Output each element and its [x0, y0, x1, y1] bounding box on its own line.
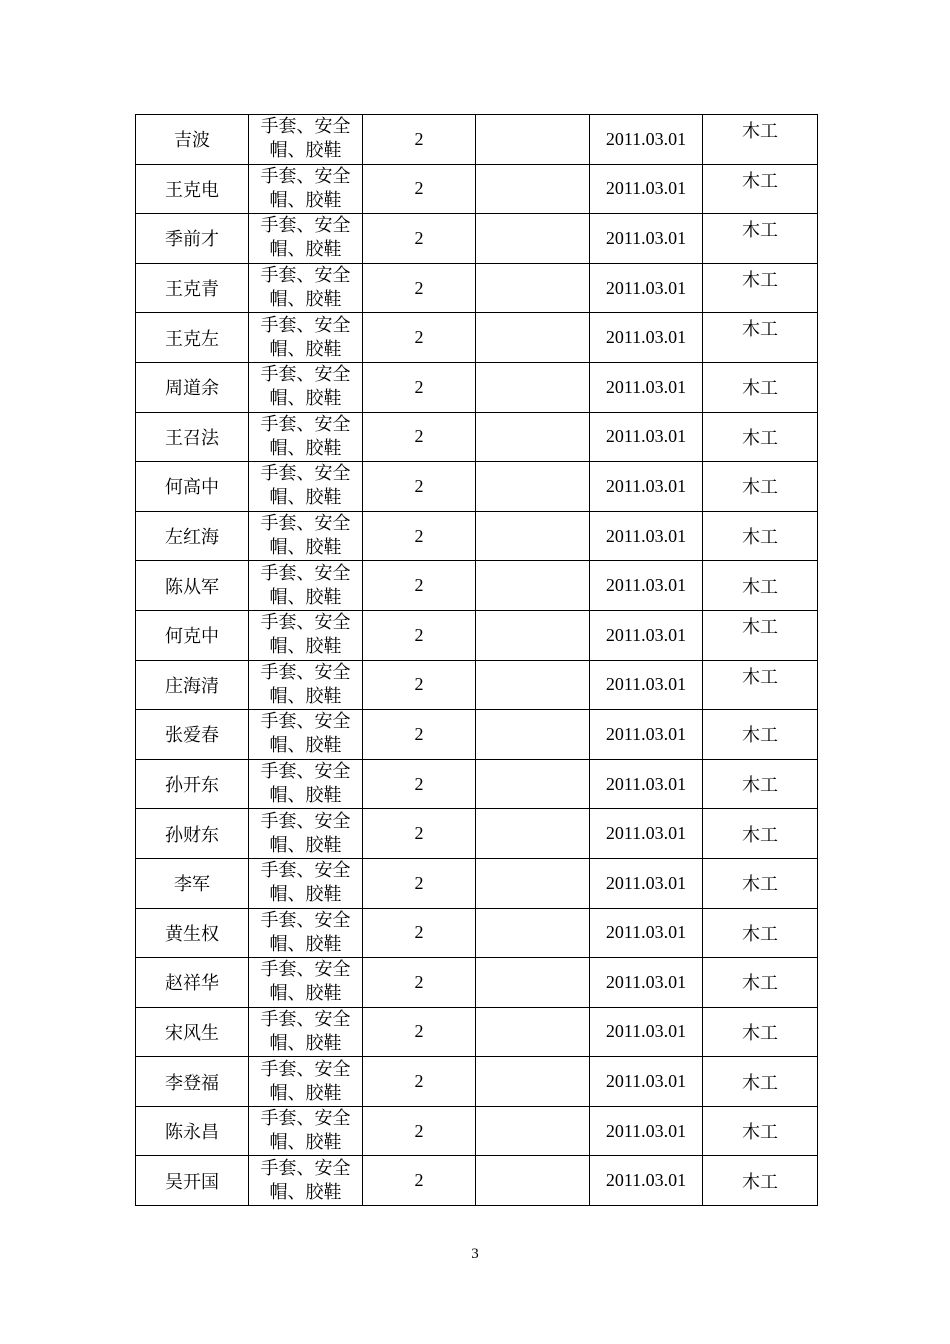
equipment-items-cell	[249, 710, 363, 760]
equipment-items-line-1: 手套、安全	[260, 959, 351, 981]
worker-name-cell: 王克左	[136, 313, 249, 363]
job-type-cell: 木工	[703, 1057, 818, 1107]
equipment-items-line-1: 手套、安全	[260, 612, 351, 634]
equipment-items-line-1: 手套、安全	[260, 165, 351, 187]
equipment-issue-table	[135, 114, 818, 1206]
equipment-items-line-1: 手套、安全	[260, 711, 351, 733]
empty-cell	[476, 561, 590, 611]
worker-name-cell: 庄海清	[136, 660, 249, 710]
job-type-cell: 木工	[703, 313, 818, 363]
issue-date-cell: 2011.03.01	[590, 809, 703, 859]
equipment-items-cell	[249, 263, 363, 313]
equipment-items-line-2: 帽、胶鞋	[269, 189, 342, 211]
quantity-cell: 2	[363, 1007, 476, 1057]
table-row	[136, 858, 818, 908]
worker-name-cell: 李登福	[136, 1057, 249, 1107]
issue-date-cell: 2011.03.01	[590, 958, 703, 1008]
job-type-cell: 木工	[703, 214, 818, 264]
empty-cell	[476, 1156, 590, 1206]
equipment-items-cell	[249, 313, 363, 363]
job-type-cell: 木工	[703, 610, 818, 660]
issue-date-cell: 2011.03.01	[590, 164, 703, 214]
worker-name-cell: 左红海	[136, 511, 249, 561]
job-type-cell: 木工	[703, 1156, 818, 1206]
equipment-items-line-2: 帽、胶鞋	[269, 884, 342, 906]
equipment-items-line-1: 手套、安全	[260, 1157, 351, 1179]
job-type-cell: 木工	[703, 462, 818, 512]
worker-name-cell: 季前才	[136, 214, 249, 264]
table-row	[136, 362, 818, 412]
equipment-items-cell	[249, 561, 363, 611]
worker-name-cell: 王克电	[136, 164, 249, 214]
quantity-cell: 2	[363, 313, 476, 363]
equipment-items-cell	[249, 1156, 363, 1206]
empty-cell	[476, 809, 590, 859]
job-type-cell: 木工	[703, 115, 818, 165]
equipment-items-cell	[249, 214, 363, 264]
equipment-items-line-1: 手套、安全	[260, 513, 351, 535]
quantity-cell: 2	[363, 759, 476, 809]
equipment-items-line-2: 帽、胶鞋	[269, 735, 342, 757]
issue-date-cell: 2011.03.01	[590, 1156, 703, 1206]
equipment-items-line-2: 帽、胶鞋	[269, 636, 342, 658]
table-row	[136, 710, 818, 760]
empty-cell	[476, 1007, 590, 1057]
quantity-cell: 2	[363, 858, 476, 908]
worker-name-cell: 孙开东	[136, 759, 249, 809]
equipment-items-line-1: 手套、安全	[260, 1058, 351, 1080]
job-type-cell: 木工	[703, 1007, 818, 1057]
empty-cell	[476, 263, 590, 313]
table-row	[136, 610, 818, 660]
equipment-items-line-1: 手套、安全	[260, 661, 351, 683]
job-type-cell: 木工	[703, 561, 818, 611]
table-row	[136, 958, 818, 1008]
equipment-items-line-2: 帽、胶鞋	[269, 983, 342, 1005]
worker-name-cell: 赵祥华	[136, 958, 249, 1008]
job-type-cell: 木工	[703, 710, 818, 760]
equipment-items-cell	[249, 1106, 363, 1156]
equipment-items-line-1: 手套、安全	[260, 215, 351, 237]
job-type-cell: 木工	[703, 858, 818, 908]
issue-date-cell: 2011.03.01	[590, 858, 703, 908]
issue-date-cell: 2011.03.01	[590, 710, 703, 760]
worker-name-cell: 黄生权	[136, 908, 249, 958]
equipment-items-line-1: 手套、安全	[260, 116, 351, 138]
quantity-cell: 2	[363, 610, 476, 660]
worker-name-cell: 吴开国	[136, 1156, 249, 1206]
worker-name-cell: 宋风生	[136, 1007, 249, 1057]
table-row	[136, 1007, 818, 1057]
equipment-items-line-1: 手套、安全	[260, 1008, 351, 1030]
table-row	[136, 511, 818, 561]
table-row	[136, 1057, 818, 1107]
quantity-cell: 2	[363, 908, 476, 958]
empty-cell	[476, 610, 590, 660]
empty-cell	[476, 164, 590, 214]
worker-name-cell: 何克中	[136, 610, 249, 660]
quantity-cell: 2	[363, 1106, 476, 1156]
empty-cell	[476, 710, 590, 760]
worker-name-cell: 周道余	[136, 362, 249, 412]
empty-cell	[476, 313, 590, 363]
equipment-items-cell	[249, 362, 363, 412]
equipment-items-line-2: 帽、胶鞋	[269, 1181, 342, 1203]
equipment-items-cell	[249, 1007, 363, 1057]
equipment-items-line-2: 帽、胶鞋	[269, 537, 342, 559]
equipment-items-line-1: 手套、安全	[260, 860, 351, 882]
table-row	[136, 412, 818, 462]
equipment-items-line-1: 手套、安全	[260, 413, 351, 435]
equipment-items-line-2: 帽、胶鞋	[269, 239, 342, 261]
equipment-items-line-2: 帽、胶鞋	[269, 338, 342, 360]
table-row	[136, 164, 818, 214]
empty-cell	[476, 412, 590, 462]
worker-name-cell: 何高中	[136, 462, 249, 512]
quantity-cell: 2	[363, 462, 476, 512]
worker-name-cell: 张爱春	[136, 710, 249, 760]
equipment-items-line-2: 帽、胶鞋	[269, 1132, 342, 1154]
equipment-items-line-2: 帽、胶鞋	[269, 487, 342, 509]
equipment-items-line-2: 帽、胶鞋	[269, 933, 342, 955]
job-type-cell: 木工	[703, 759, 818, 809]
quantity-cell: 2	[363, 214, 476, 264]
issue-date-cell: 2011.03.01	[590, 313, 703, 363]
equipment-items-line-1: 手套、安全	[260, 909, 351, 931]
quantity-cell: 2	[363, 710, 476, 760]
equipment-items-line-2: 帽、胶鞋	[269, 388, 342, 410]
equipment-items-line-2: 帽、胶鞋	[269, 834, 342, 856]
equipment-items-cell	[249, 1057, 363, 1107]
empty-cell	[476, 759, 590, 809]
table-row	[136, 313, 818, 363]
empty-cell	[476, 660, 590, 710]
equipment-items-line-1: 手套、安全	[260, 265, 351, 287]
empty-cell	[476, 1106, 590, 1156]
issue-date-cell: 2011.03.01	[590, 908, 703, 958]
empty-cell	[476, 511, 590, 561]
worker-name-cell: 陈永昌	[136, 1106, 249, 1156]
quantity-cell: 2	[363, 809, 476, 859]
table-row	[136, 1106, 818, 1156]
quantity-cell: 2	[363, 660, 476, 710]
quantity-cell: 2	[363, 511, 476, 561]
issue-date-cell: 2011.03.01	[590, 610, 703, 660]
issue-date-cell: 2011.03.01	[590, 561, 703, 611]
empty-cell	[476, 1057, 590, 1107]
equipment-items-cell	[249, 115, 363, 165]
empty-cell	[476, 362, 590, 412]
table-row	[136, 561, 818, 611]
issue-date-cell: 2011.03.01	[590, 214, 703, 264]
issue-date-cell: 2011.03.01	[590, 1106, 703, 1156]
equipment-items-cell	[249, 958, 363, 1008]
quantity-cell: 2	[363, 164, 476, 214]
empty-cell	[476, 958, 590, 1008]
quantity-cell: 2	[363, 115, 476, 165]
equipment-items-line-2: 帽、胶鞋	[269, 140, 342, 162]
worker-name-cell: 王克青	[136, 263, 249, 313]
table-row	[136, 908, 818, 958]
equipment-items-cell	[249, 759, 363, 809]
table-row	[136, 263, 818, 313]
empty-cell	[476, 214, 590, 264]
equipment-items-line-2: 帽、胶鞋	[269, 1032, 342, 1054]
equipment-items-cell	[249, 660, 363, 710]
empty-cell	[476, 462, 590, 512]
equipment-items-line-2: 帽、胶鞋	[269, 685, 342, 707]
table-row	[136, 462, 818, 512]
equipment-items-line-1: 手套、安全	[260, 810, 351, 832]
job-type-cell: 木工	[703, 908, 818, 958]
issue-date-cell: 2011.03.01	[590, 412, 703, 462]
equipment-items-cell	[249, 412, 363, 462]
job-type-cell: 木工	[703, 164, 818, 214]
equipment-items-line-2: 帽、胶鞋	[269, 437, 342, 459]
empty-cell	[476, 908, 590, 958]
table-row	[136, 214, 818, 264]
equipment-items-cell	[249, 908, 363, 958]
issue-date-cell: 2011.03.01	[590, 511, 703, 561]
job-type-cell: 木工	[703, 1106, 818, 1156]
issue-date-cell: 2011.03.01	[590, 1007, 703, 1057]
issue-date-cell: 2011.03.01	[590, 660, 703, 710]
quantity-cell: 2	[363, 958, 476, 1008]
quantity-cell: 2	[363, 1156, 476, 1206]
equipment-items-line-2: 帽、胶鞋	[269, 1082, 342, 1104]
table-row	[136, 660, 818, 710]
equipment-items-cell	[249, 809, 363, 859]
equipment-items-cell	[249, 610, 363, 660]
equipment-items-line-2: 帽、胶鞋	[269, 785, 342, 807]
page-number: 3	[471, 1246, 479, 1262]
table-row	[136, 759, 818, 809]
issue-date-cell: 2011.03.01	[590, 1057, 703, 1107]
job-type-cell: 木工	[703, 660, 818, 710]
equipment-items-line-1: 手套、安全	[260, 364, 351, 386]
empty-cell	[476, 858, 590, 908]
empty-cell	[476, 115, 590, 165]
job-type-cell: 木工	[703, 362, 818, 412]
job-type-cell: 木工	[703, 412, 818, 462]
issue-date-cell: 2011.03.01	[590, 263, 703, 313]
issue-date-cell: 2011.03.01	[590, 362, 703, 412]
quantity-cell: 2	[363, 561, 476, 611]
worker-name-cell: 李军	[136, 858, 249, 908]
equipment-items-cell	[249, 164, 363, 214]
equipment-items-cell	[249, 858, 363, 908]
equipment-items-cell	[249, 511, 363, 561]
job-type-cell: 木工	[703, 511, 818, 561]
worker-name-cell: 孙财东	[136, 809, 249, 859]
quantity-cell: 2	[363, 1057, 476, 1107]
table-row	[136, 1156, 818, 1206]
equipment-items-line-1: 手套、安全	[260, 761, 351, 783]
quantity-cell: 2	[363, 412, 476, 462]
job-type-cell: 木工	[703, 263, 818, 313]
worker-name-cell: 吉波	[136, 115, 249, 165]
job-type-cell: 木工	[703, 958, 818, 1008]
equipment-items-cell	[249, 462, 363, 512]
equipment-items-line-1: 手套、安全	[260, 463, 351, 485]
issue-date-cell: 2011.03.01	[590, 462, 703, 512]
worker-name-cell: 陈从军	[136, 561, 249, 611]
table-row	[136, 115, 818, 165]
issue-date-cell: 2011.03.01	[590, 759, 703, 809]
equipment-items-line-1: 手套、安全	[260, 562, 351, 584]
quantity-cell: 2	[363, 263, 476, 313]
equipment-items-line-1: 手套、安全	[260, 1108, 351, 1130]
table-row	[136, 809, 818, 859]
issue-date-cell: 2011.03.01	[590, 115, 703, 165]
equipment-items-line-2: 帽、胶鞋	[269, 289, 342, 311]
table-body	[136, 115, 818, 1206]
worker-name-cell: 王召法	[136, 412, 249, 462]
job-type-cell: 木工	[703, 809, 818, 859]
equipment-items-line-1: 手套、安全	[260, 314, 351, 336]
quantity-cell: 2	[363, 362, 476, 412]
equipment-items-line-2: 帽、胶鞋	[269, 586, 342, 608]
